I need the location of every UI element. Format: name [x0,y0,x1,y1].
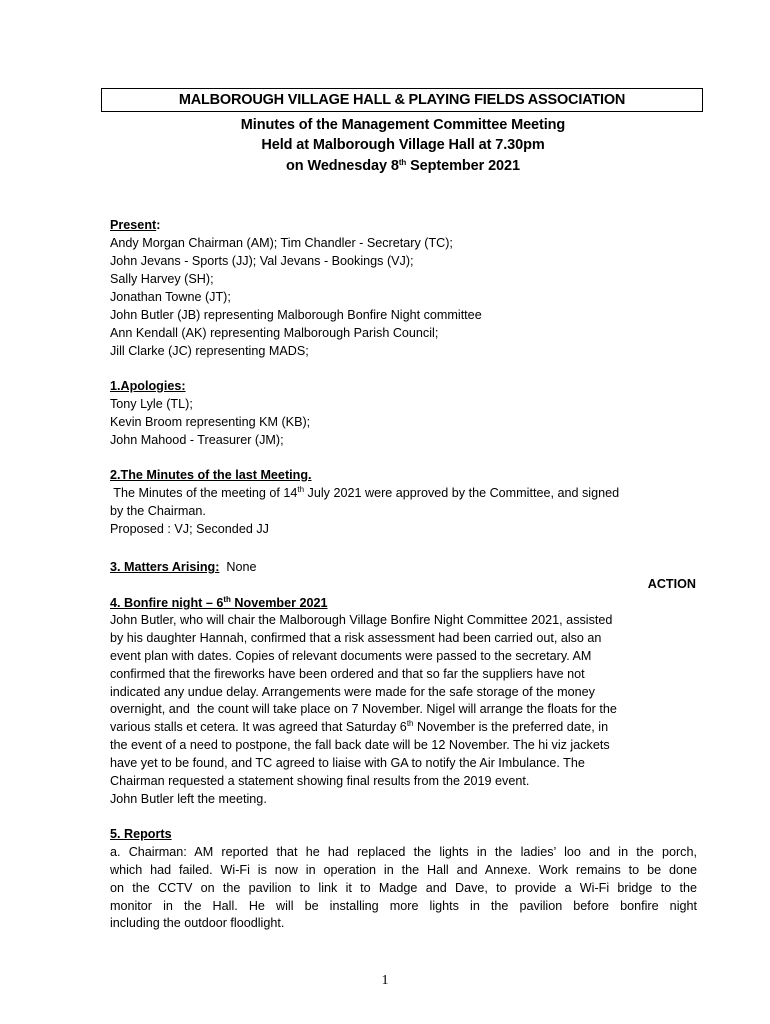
present-heading: Present: [110,218,161,232]
organisation-title: MALBOROUGH VILLAGE HALL & PLAYING FIELDS ASSOCIATION [178,92,626,108]
bonfire-line: event plan with dates. Copies of relevant documents were passed to the secretary. AM [110,649,592,663]
organisation-title-box [101,88,703,112]
matters-arising: 3. Matters Arising: None [110,560,257,574]
present-line: Andy Morgan Chairman (AM); Tim Chandler - Secretary (TC); [110,236,453,250]
bonfire-line: Chairman requested a statement showing final results from the 2019 event. [110,774,530,788]
reports-line: a. Chairman: AM reported that he had replaced the lights in the ladies’ loo and in the porch, [110,845,697,859]
minutes-line: by the Chairman. [110,504,206,518]
bonfire-line: by his daughter Hannah, confirmed that a risk assessment had been carried out, also an [110,631,602,645]
minutes-heading: 2.The Minutes of the last Meeting. [110,468,312,482]
bonfire-line: overnight, and the count will take place on 7 November. Nigel will arrange the floats for the [110,702,617,716]
action-column-label: ACTION [647,577,696,591]
present-line: Sally Harvey (SH); [110,272,214,286]
apologies-line: John Mahood - Treasurer (JM); [110,433,284,447]
minutes-line: The Minutes of the meeting of 14th July 2021 were approved by the Committee, and signed [110,485,620,500]
apologies-line: Tony Lyle (TL); [110,397,193,411]
apologies-heading: 1.Apologies: [110,379,186,393]
present-line: John Butler (JB) representing Malborough Bonfire Night committee [110,308,482,322]
present-line: Ann Kendall (AK) representing Malborough Parish Council; [110,326,439,340]
bonfire-heading: 4. Bonfire night – 6th November 2021 [110,595,328,610]
bonfire-line: John Butler left the meeting. [110,792,267,806]
present-line: Jill Clarke (JC) representing MADS; [110,344,309,358]
reports-heading: 5. Reports [110,827,172,841]
meeting-date: on Wednesday 8th September 2021 [286,158,520,174]
apologies-line: Kevin Broom representing KM (KB); [110,415,311,429]
bonfire-line: various stalls et cetera. It was agreed that Saturday 6th November is the preferred date, in [110,719,609,734]
reports-line: which had failed. Wi-Fi is now in operation in the Hall and Annexe. Work remains to be done [110,863,697,877]
reports-line: monitor in the Hall. He will be installing more lights in the pavilion before bonfire night [110,899,697,913]
bonfire-line: have yet to be found, and TC agreed to liaise with GA to notify the Air Imbulance. The [110,756,585,770]
reports-line: on the CCTV on the pavilion to link it to Madge and Dave, to provide a Wi-Fi bridge to the [110,881,697,895]
page-number: 1 [381,973,389,988]
meeting-title: Minutes of the Management Committee Meeting [240,117,566,133]
meeting-location: Held at Malborough Village Hall at 7.30pm [261,137,545,153]
bonfire-line: the event of a need to postpone, the fall back date will be 12 November. The hi viz jackets [110,738,610,752]
bonfire-line: confirmed that the fireworks have been ordered and that so far the suppliers have not [110,667,585,681]
present-line: Jonathan Towne (JT); [110,290,231,304]
minutes-line: Proposed : VJ; Seconded JJ [110,522,269,536]
present-line: John Jevans - Sports (JJ); Val Jevans - Bookings (VJ); [110,254,414,268]
reports-line: including the outdoor floodlight. [110,916,285,930]
bonfire-line: John Butler, who will chair the Malborough Village Bonfire Night Committee 2021, assisted [110,613,613,627]
bonfire-line: indicated any undue delay. Arrangements were made for the safe storage of the money [110,685,595,699]
